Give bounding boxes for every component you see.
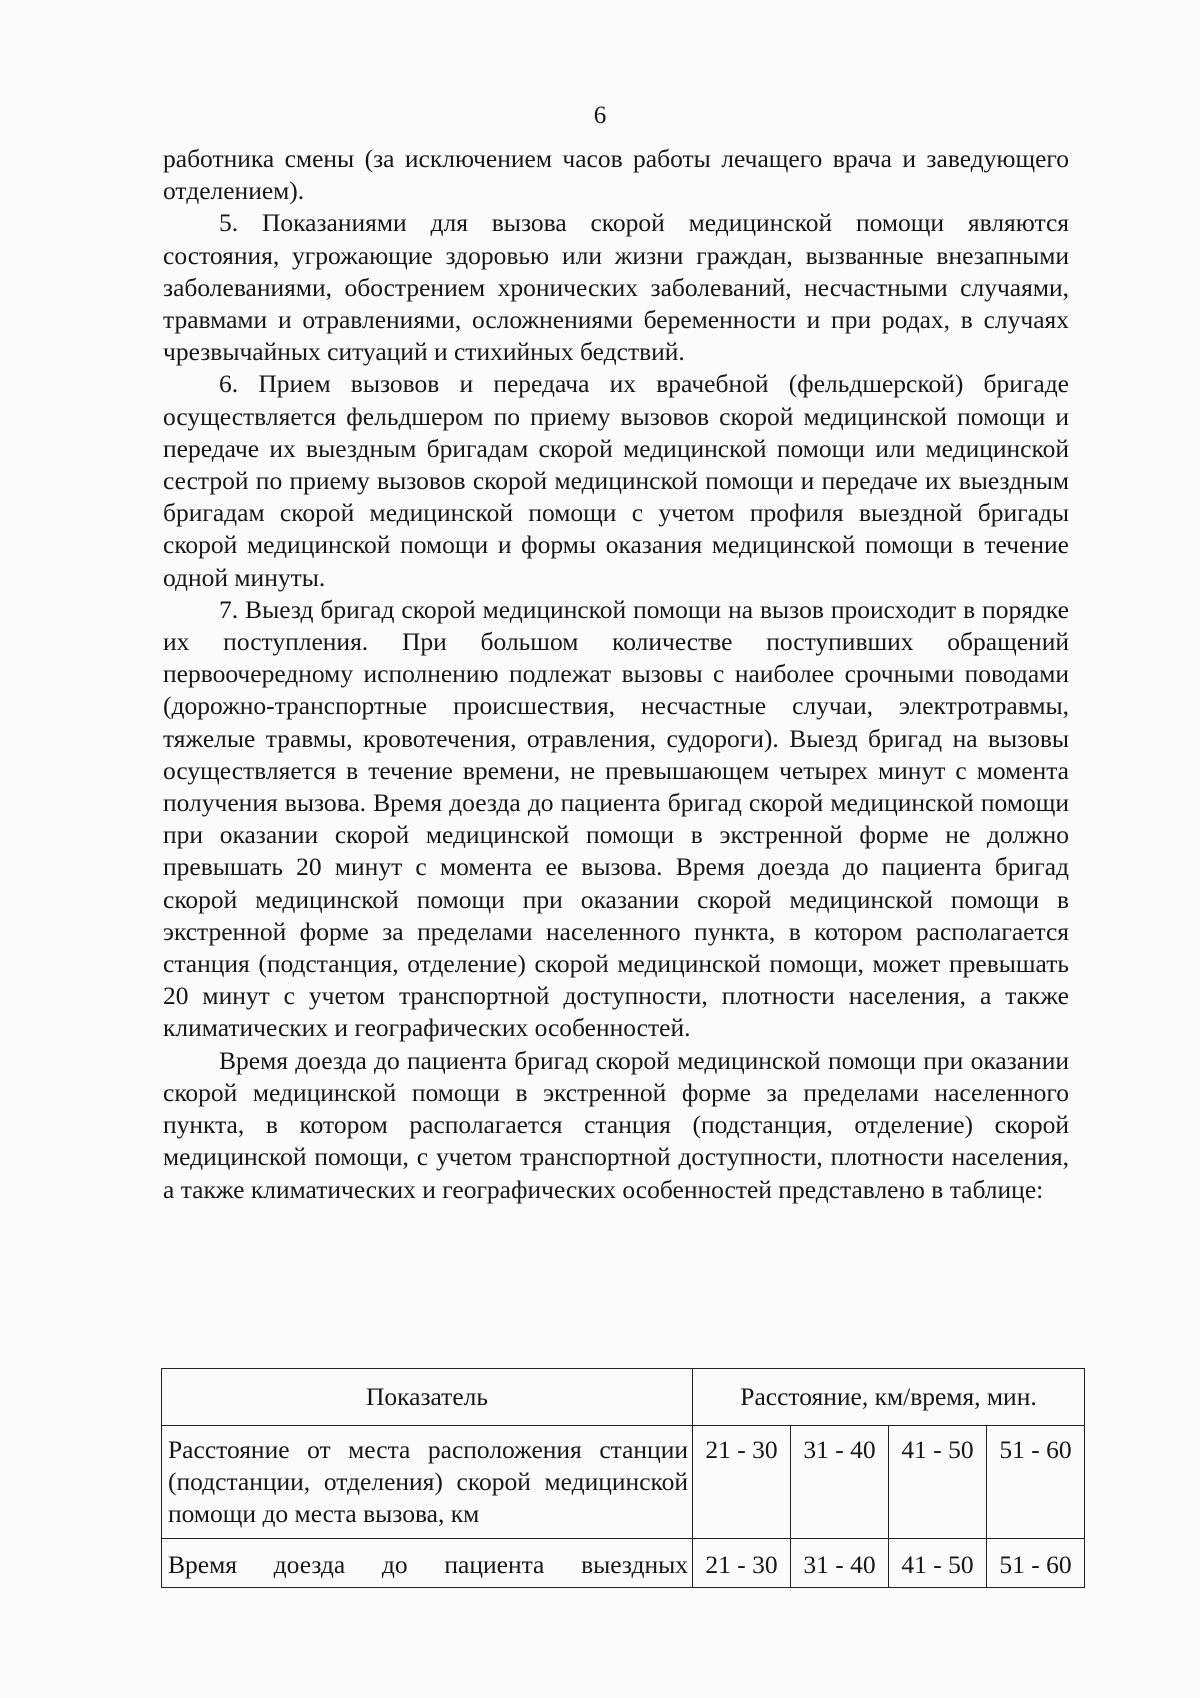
cell-value: 21 - 30 (693, 1539, 791, 1588)
paragraph-7: 7. Выезд бригад скорой медицинской помощи на вызов происходит в порядке их поступления. При большом количестве поступивших обращений первоочередному исполнению подлежат вызовы с наиболее срочными поводами (дорожно-транспортные происшествия, несчастные случаи, электротравмы, тяжелые травмы, кровотечения, отравления, судороги). Выезд бригад на вызовы осуществляется в течение времени, не превышающем четырех минут с момента получения вызова. Время доезда до пациента бригад скорой медицинской помощи при оказании скорой медицинской помощи в экстренной форме не должно превышать 20 минут с момента ее вызова. Время доезда до пациента бригад скорой медицинской помощи при оказании скорой медицинской помощи в экстренной форме за пределами населенного пункта, в котором располагается станция (подстанция, отделение) скорой медицинской помощи, может превышать 20 минут с учетом транспортной доступности, плотности населения, а также климатических и географических особенностей. (163, 594, 1069, 1043)
cell-value: 51 - 60 (987, 1426, 1085, 1539)
cell-value: 41 - 50 (889, 1426, 987, 1539)
travel-time-table (161, 1368, 1085, 1588)
cell-value: 31 - 40 (791, 1426, 889, 1539)
cell-value: 21 - 30 (693, 1426, 791, 1539)
page-number: 6 (593, 102, 607, 129)
table-row (162, 1539, 1085, 1588)
table-row (162, 1426, 1085, 1539)
paragraph-6: 6. Прием вызовов и передача их врачебной (фельдшерской) бригаде осуществляется фельдшером по приему вызовов скорой медицинской помощи и передаче их выездным бригадам скорой медицинской помощи или медицинской сестрой по приему вызовов скорой медицинской помощи и передаче их выездным бригадам скорой медицинской помощи с учетом профиля выездной бригады скорой медицинской помощи и формы оказания медицинской помощи в течение одной минуты. (163, 369, 1069, 592)
cell-value: 51 - 60 (987, 1539, 1085, 1588)
header-indicator: Показатель (162, 1369, 693, 1426)
row-label-time: Время доезда до пациента выездных (162, 1539, 693, 1588)
paragraph-table-intro: Время доезда до пациента бригад скорой медицинской помощи при оказании скорой медицинской помощи в экстренной форме за пределами населенного пункта, в котором располагается станция (подстанция, отделение) скорой медицинской помощи, с учетом транспортной доступности, плотности населения, а также климатических и географических особенностей представлено в таблице: (163, 1045, 1069, 1204)
table-header-row (162, 1369, 1085, 1426)
paragraph-5: 5. Показаниями для вызова скорой медицинской помощи являются состояния, угрожающие здоровью или жизни граждан, вызванные внезапными заболеваниями, обострением хронических заболеваний, несчастными случаями, травмами и отравлениями, осложнениями беременности и при родах, в случаях чрезвычайных ситуаций и стихийных бедствий. (163, 208, 1069, 367)
cell-value: 31 - 40 (791, 1539, 889, 1588)
body-text (163, 143, 1069, 1206)
header-values: Расстояние, км/время, мин. (693, 1369, 1085, 1426)
row-label-distance: Расстояние от места расположения станции (подстанции, отделения) скорой медицинской помощи до места вызова, км (162, 1426, 693, 1539)
cell-value: 41 - 50 (889, 1539, 987, 1588)
paragraph-continuation: работника смены (за исключением часов работы лечащего врача и заведующего отделением). (163, 144, 1069, 206)
